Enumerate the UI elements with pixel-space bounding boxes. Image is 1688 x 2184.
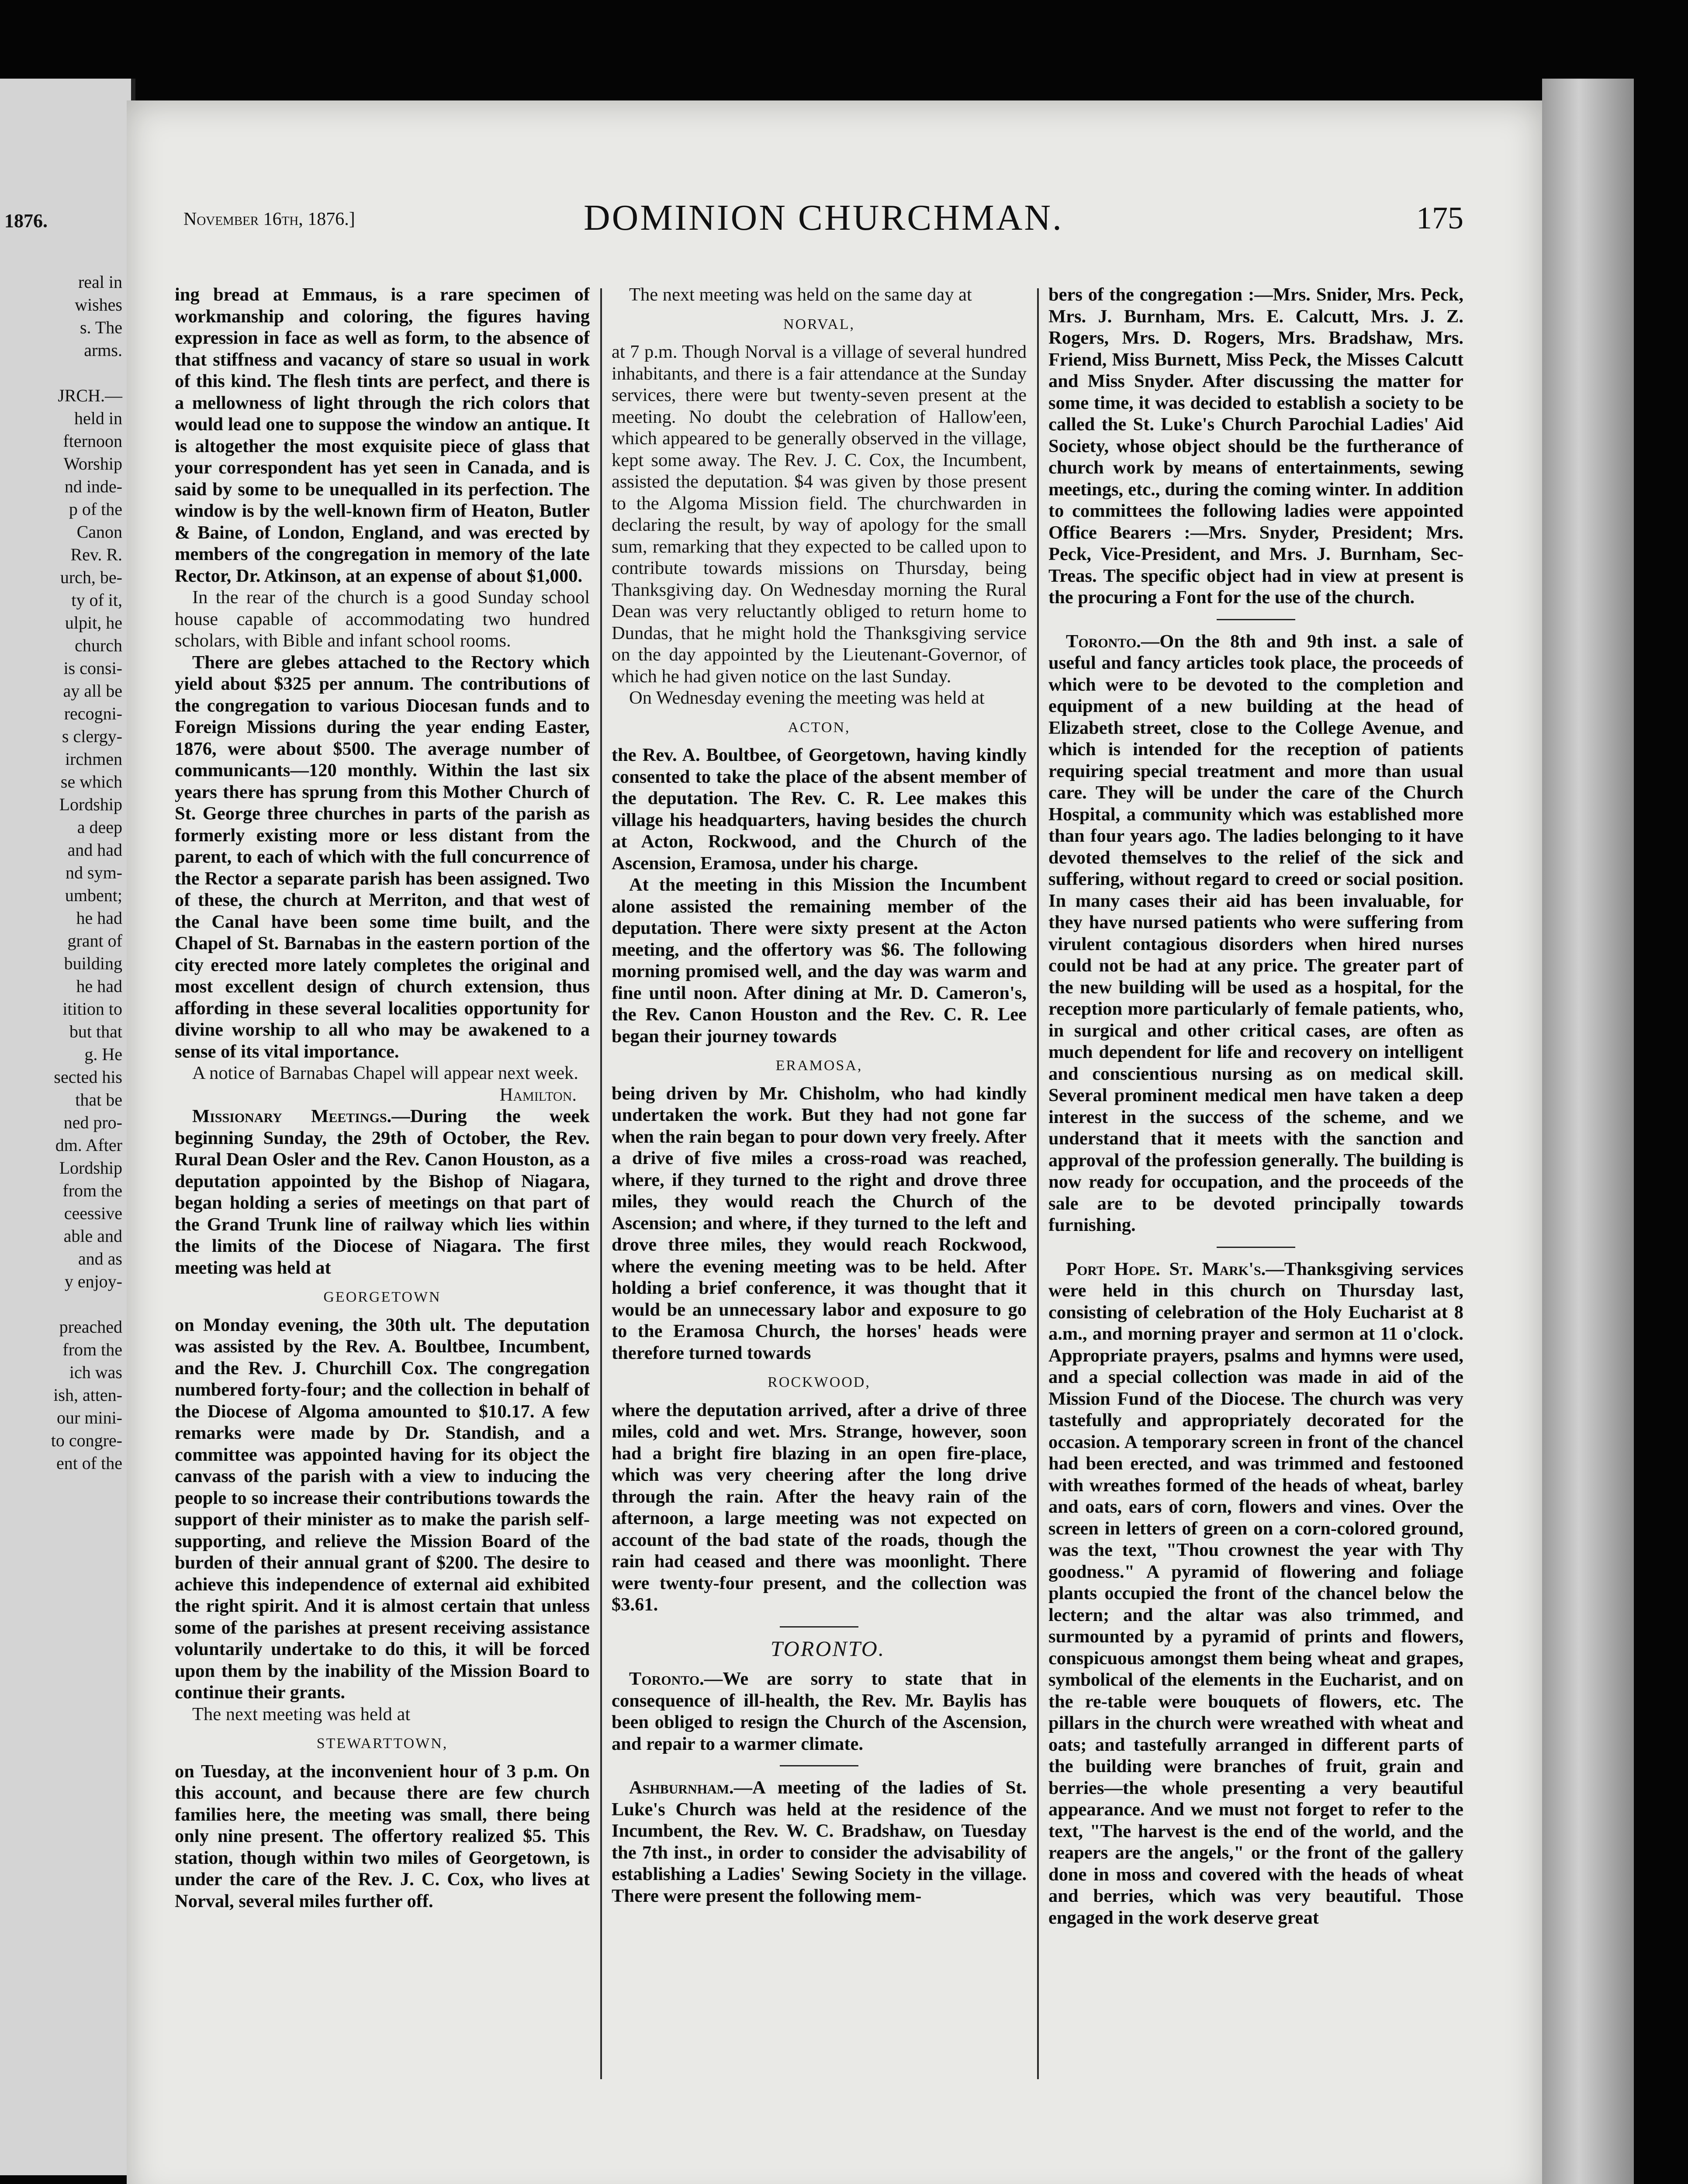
- place-heading: ERAMOSA,: [775, 1057, 863, 1074]
- previous-page-line: real in: [78, 272, 122, 292]
- previous-page-line: Lordship: [59, 795, 122, 814]
- previous-page-line: recogni-: [64, 704, 122, 723]
- section-heading: TORONTO.: [770, 1636, 886, 1661]
- section-divider: [780, 1626, 858, 1628]
- previous-page-column: [0, 271, 131, 1475]
- issue-date: November 16th, 1876.]: [183, 209, 355, 229]
- previous-page-line: ish, atten-: [53, 1385, 122, 1405]
- place-heading: GEORGETOWN: [323, 1289, 441, 1305]
- paragraph-body: —During the week beginning Sunday, the 29th of October, the Rev. Rural Dean Osler and the Rev. Canon Houston, as a deputation appointed by the Bishop of Niagara, began holding a series of meetings on that part of the Grand Trunk line of railway which lies within the limits of the Diocese of Niagara. The first meeting was held at: [175, 1106, 590, 1278]
- previous-page-line: g. He: [84, 1044, 122, 1064]
- paragraph-body: —We are sorry to state that in consequence of ill-health, the Rev. Mr. Baylis has been obliged to resign the Church of the Ascension, and repair to a warmer climate.: [612, 1669, 1027, 1754]
- paragraph: [612, 1777, 1027, 1907]
- previous-page-line: [0, 1293, 122, 1316]
- paragraph: ing bread at Emmaus, is a rare specimen of workmanship and coloring, the figures having expression in face as well as form, to the absence of that stiffness and vacancy of stare so usual in work of this kind. The flesh tints are perfect, and there is a mellowness of light through the rich colors that would lead one to suppose the window an antique. It is altogether the most exquisite piece of glass that your correspondent has yet seen in Canada, and is said by some to be unequalled in its perfection. The window is by the well-known firm of Heaton, Butler & Baine, of London, England, and was erected by members of the congregation in memory of the late Rector, Dr. Atkinson, at an expense of about $1,000.: [175, 284, 590, 586]
- paragraph: [612, 1668, 1027, 1755]
- previous-page-line: that be: [75, 1090, 122, 1109]
- previous-page-line: preached: [59, 1317, 122, 1337]
- paragraph: At the meeting in this Mission the Incumbent alone assisted the remaining member of the deputation. There were sixty present at the Acton meeting, and the offertory was $6. The following morning promised well, and the day was warm and fine until noon. After dining at Mr. D. Cameron's, the Rev. Canon Houston and the Rev. C. R. Lee began their journey towards: [612, 874, 1027, 1047]
- paragraph: [1048, 1258, 1463, 1929]
- paragraph-body: —On the 8th and 9th inst. a sale of useful and fancy articles took place, the proceeds of which were to be devoted to the completion and equipment of a new building at the head of Elizabeth street, close to the College Avenue, and which is intended for the reception of patients requiring special treatment and more than usual care. They will be under the care of the Church Hospital, a community which was established more than four years ago. The ladies belonging to it have devoted themselves to the relief of the sick and suffering, without regard to creed or social position. In many cases their aid has been invaluable, for they have nursed patients who were suffering from virulent contagious disorders when hired nurses could not be had at any price. The greater part of the new building will be used as a hospital, for the reception more particularly of female patients, who, in surgical and other critical cases, are often as much dependent for life and recovery on intelligent and conscientious nursing as on medical skill. Several prominent medical men have taken a deep interest in the success of the scheme, and we understand that it meets with the sanction and approval of the profession generally. The building is now ready for occupation, and the proceeds of the sale are to be devoted principally towards furnishing.: [1048, 631, 1463, 1235]
- paragraph: on Tuesday, at the inconvenient hour of 3 p.m. On this account, and because there are few church families here, the meeting was small, there being only nine present. The offertory realized $5. This station, though within two miles of Georgetown, is under the care of the Rev. J. C. Cox, who lives at Norval, several miles further off.: [175, 1761, 590, 1911]
- place-heading: STEWARTTOWN,: [316, 1735, 448, 1752]
- column-rule: [1037, 288, 1039, 2079]
- previous-page-line: our mini-: [57, 1408, 122, 1427]
- section-divider: [1217, 619, 1295, 620]
- previous-page-line: Rev. R.: [70, 545, 122, 564]
- previous-page-line: a deep: [77, 817, 122, 837]
- paragraph: at 7 p.m. Though Norval is a village of several hundred inhabitants, and there is a fair attendance at the Sunday services, there were but twenty-seven present at the meeting. No doubt the celebration of Hallow'een, which appeared to be generally observed in the village, kept some away. The Rev. J. C. Cox, the Incumbent, assisted the deputation. $4 was given by those present to the Algoma Mission field. The churchwarden in declaring the result, by way of apology for the small sum, remarking that they expected to be called upon to contribute towards missions on Thursday, being Thanksgiving day. On Wednesday morning the Rural Dean was very reluctantly obliged to return home to Dundas, that he might hold the Thanksgiving service on the day appointed by the Lieutenant-Governor, of which he had given notice on the last Sunday.: [612, 342, 1027, 687]
- previous-page-line: from the: [62, 1340, 122, 1359]
- previous-page-line: Worship: [63, 454, 122, 473]
- previous-page-line: arms.: [84, 340, 122, 360]
- previous-page-line: JRCH.—: [58, 386, 122, 405]
- paragraph: In the rear of the church is a good Sunday school house capable of accommodating two hundred scholars, with Bible and infant school rooms.: [175, 587, 590, 651]
- paragraph: There are glebes attached to the Rectory which yield about $325 per annum. The contributions of the congregation to various Diocesan funds and to Foreign Missions during the year ending Easter, 1876, were about $500. The average number of communicants—120 monthly. Within the last six years there has sprung from this Mother Church of St. George three churches in parts of the parish as formerly existing more or less distant from the parent, to each of which with the full concurrence of the Rector a separate parish has been assigned. Two of these, the church at Merriton, and that west of the Canal have been some time built, and the Chapel of St. Barnabas in the eastern portion of the city erected more lately completes the original and most excellent design of church extension, thus affording in these several localities opportunity for divine worship to all who may be awakened to a sense of its vital importance.: [175, 652, 590, 1062]
- previous-page-line: ulpit, he: [65, 613, 122, 632]
- previous-page-line: wishes: [75, 295, 122, 314]
- paragraph-lead: Toronto.: [629, 1669, 704, 1689]
- previous-page-line: urch, be-: [60, 567, 122, 587]
- paragraph: being driven by Mr. Chisholm, who had kindly undertaken the work. But they had not gone far when the rain began to pour down very freely. After a drive of five miles a cross-road was reached, where, if they turned to the right and drove three miles, they would reach the Church of the Ascension; and where, if they turned to the left and drove three miles, they would reach Rockwood, where the evening meeting was to be held. After holding a brief conference, it was thought that it would be an unnecessary labor and exposure to go to the Eramosa Church, the horses' heads were therefore turned towards: [612, 1083, 1027, 1363]
- paragraph: [1048, 631, 1463, 1236]
- previous-page-line: sected his: [54, 1067, 122, 1087]
- publication-title: DOMINION CHURCHMAN.: [583, 197, 1064, 238]
- paragraph: On Wednesday evening the meeting was held at: [629, 688, 985, 708]
- section-divider: [780, 1765, 858, 1766]
- paragraph: the Rev. A. Boultbee, of Georgetown, having kindly consented to take the place of the absent member of the deputation. The Rev. C. R. Lee makes this village his headquarters, having besides the church at Acton, Rockwood, and the Church of the Ascension, Eramosa, under his charge.: [612, 745, 1027, 874]
- previous-page-line: he had: [76, 976, 122, 996]
- previous-page-line: s clergy-: [62, 726, 122, 746]
- paragraph-lead: Toronto.: [1066, 631, 1141, 652]
- paragraph-lead: Missionary Meetings.: [192, 1106, 392, 1127]
- previous-page-line: to congre-: [51, 1431, 122, 1450]
- place-heading: NORVAL,: [783, 316, 855, 332]
- paragraph: The next meeting was held at: [192, 1704, 411, 1724]
- paragraph: The next meeting was held on the same day at: [629, 284, 972, 305]
- paragraph-lead: Ashburnham.: [629, 1777, 734, 1798]
- previous-page-line: ned pro-: [63, 1113, 122, 1132]
- newspaper-page: [127, 100, 1542, 2184]
- previous-page-line: irchmen: [65, 749, 122, 769]
- previous-page-line: p of the: [69, 499, 122, 519]
- previous-page-line: se which: [60, 772, 122, 791]
- previous-page-line: fternoon: [63, 431, 122, 451]
- paragraph: where the deputation arrived, after a drive of three miles, cold and wet. Mrs. Strange, however, soon had a bright fire blazing in an open fire-place, which was very cheering after the long drive through the rain. After the heavy rain of the afternoon, a large meeting was not expected on account of the bad state of the roads, though the rain had ceased and there was moonlight. There were twenty-four present, and the collection was $3.61.: [612, 1400, 1027, 1615]
- paragraph-lead: Port Hope. St. Mark's.: [1066, 1258, 1266, 1279]
- previous-page-line: able and: [63, 1226, 122, 1246]
- column-2: [612, 284, 1027, 2088]
- previous-page-line: [0, 362, 122, 384]
- paragraph: [175, 1106, 590, 1279]
- place-heading: ACTON,: [788, 719, 851, 736]
- signature: Hamilton.: [499, 1084, 577, 1105]
- page-header: [183, 188, 1463, 245]
- previous-page-line: ent of the: [56, 1453, 122, 1473]
- previous-page-line: and as: [78, 1249, 122, 1268]
- place-heading: ROCKWOOD,: [768, 1374, 871, 1390]
- previous-page-line: s. The: [80, 318, 122, 337]
- previous-page-fragment: [0, 79, 135, 2175]
- previous-page-line: building: [64, 954, 122, 973]
- previous-page-line: itition to: [62, 999, 122, 1019]
- page-number: 175: [1416, 200, 1463, 235]
- page-edge: [1542, 79, 1634, 2184]
- previous-page-line: ty of it,: [71, 590, 122, 610]
- previous-page-heading: 1876.: [4, 210, 48, 232]
- previous-page-line: y enjoy-: [64, 1272, 122, 1291]
- column-3: [1048, 284, 1463, 2088]
- previous-page-line: but that: [69, 1022, 122, 1041]
- previous-page-line: grant of: [67, 931, 122, 950]
- paragraph: bers of the congregation :—Mrs. Snider, Mrs. Peck, Mrs. J. Burnham, Mrs. E. Calcutt, Mrs. J. Z. Rogers, Mrs. D. Rogers, Mrs. Bradshaw, Mrs. Friend, Miss Burnett, Miss Peck, the Misses Calcutt and Miss Snyder. After discussing the matter for some time, it was decided to establish a society to be called the St. Luke's Church Parochial Ladies' Aid Society, whose object should be the furtherance of church work by means of entertainments, sewing meetings, etc., during the coming winter. In addition to committees the following ladies were appointed Office Bearers :—Mrs. Snyder, President; Mrs. Peck, Vice-President, and Mrs. J. Burnham, Sec-Treas. The specific object had in view at present is the procuring a Font for the use of the church.: [1048, 284, 1463, 608]
- previous-page-line: Lordship: [59, 1158, 122, 1178]
- previous-page-line: church: [75, 636, 122, 655]
- previous-page-line: held in: [74, 408, 122, 428]
- column-rule: [600, 288, 602, 2079]
- previous-page-line: nd inde-: [64, 477, 122, 496]
- previous-page-line: ich was: [69, 1362, 122, 1382]
- previous-page-line: nd sym-: [66, 863, 122, 882]
- paragraph: A notice of Barnabas Chapel will appear next week.: [192, 1063, 578, 1083]
- previous-page-line: ay all be: [63, 681, 122, 701]
- section-divider: [1217, 1247, 1295, 1248]
- previous-page-line: umbent;: [65, 885, 122, 905]
- previous-page-line: dm. After: [55, 1135, 122, 1155]
- previous-page-line: and had: [67, 840, 122, 860]
- previous-page-line: from the: [62, 1181, 122, 1200]
- previous-page-line: he had: [76, 908, 122, 928]
- previous-page-line: Canon: [76, 522, 122, 542]
- paragraph-body: —Thanksgiving services were held in this church on Thursday last, consisting of celebration of the Holy Eucharist at 8 a.m., and morning prayer and sermon at 11 o'clock. Appropriate prayers, psalms and hymns were used, and a special collection was made in aid of the Mission Fund of the Diocese. The church was very tastefully and appropriately decorated for the occasion. A temporary screen in front of the chancel had been erected, and was trimmed and festooned with wreathes formed of the heads of wheat, barley and oats, ears of corn, flowers and vines. Over the screen in letters of green on a corn-colored ground, was the text, "Thou crownest the year with Thy goodness." A pyramid of flowering and foliage plants occupied the front of the chancel below the lectern; and the altar was also trimmed, and surmounted by a pyramid of prints and flowers, conspicuous amongst them being wheat and grapes, symbolical of the elements in the Eucharist, and on the re-table were bouquets of flowers, etc. The pillars in the church were wreathed with wheat and oats; and tastefully arranged in different parts of the building were branches of fruit, grain and berries—the whole presenting a very beautiful appearance. And we must not forget to refer to the text, "The harvest is the end of the world, and the reapers are the angels," or the front of the gallery done in moss and covered with the heads of wheat and berries, which was very beautiful. Those engaged in the work deserve great: [1048, 1258, 1463, 1928]
- previous-page-line: is consi-: [63, 658, 122, 678]
- paragraph-body: —A meeting of the ladies of St. Luke's Church was held at the residence of the Incumbent, the Rev. W. C. Bradshaw, on Tuesday the 7th inst., in order to consider the advisability of establishing a Ladies' Sewing Society in the village. There were present the following mem-: [612, 1777, 1027, 1906]
- paragraph: on Monday evening, the 30th ult. The deputation was assisted by the Rev. A. Boultbee, Incumbent, and the Rev. J. Churchill Cox. The congregation numbered forty-four; and the collection in behalf of the Diocese of Algoma amounted to $10.17. A few remarks were made by Dr. Standish, and a committee was appointed having for its object the canvass of the parish with a view to inducing the people to so increase their contributions towards the support of their minister as to make the parish self-supporting, and relieve the Mission Board of the burden of their annual grant of $200. The desire to achieve this independence of external aid exhibited the right spirit. And it is almost certain that unless some of the parishes at present receiving assistance voluntarily undertake to do this, it will be forced upon them by the inability of the Mission Board to continue their grants.: [175, 1314, 590, 1703]
- column-1: [175, 284, 590, 2088]
- previous-page-line: ceessive: [64, 1203, 122, 1223]
